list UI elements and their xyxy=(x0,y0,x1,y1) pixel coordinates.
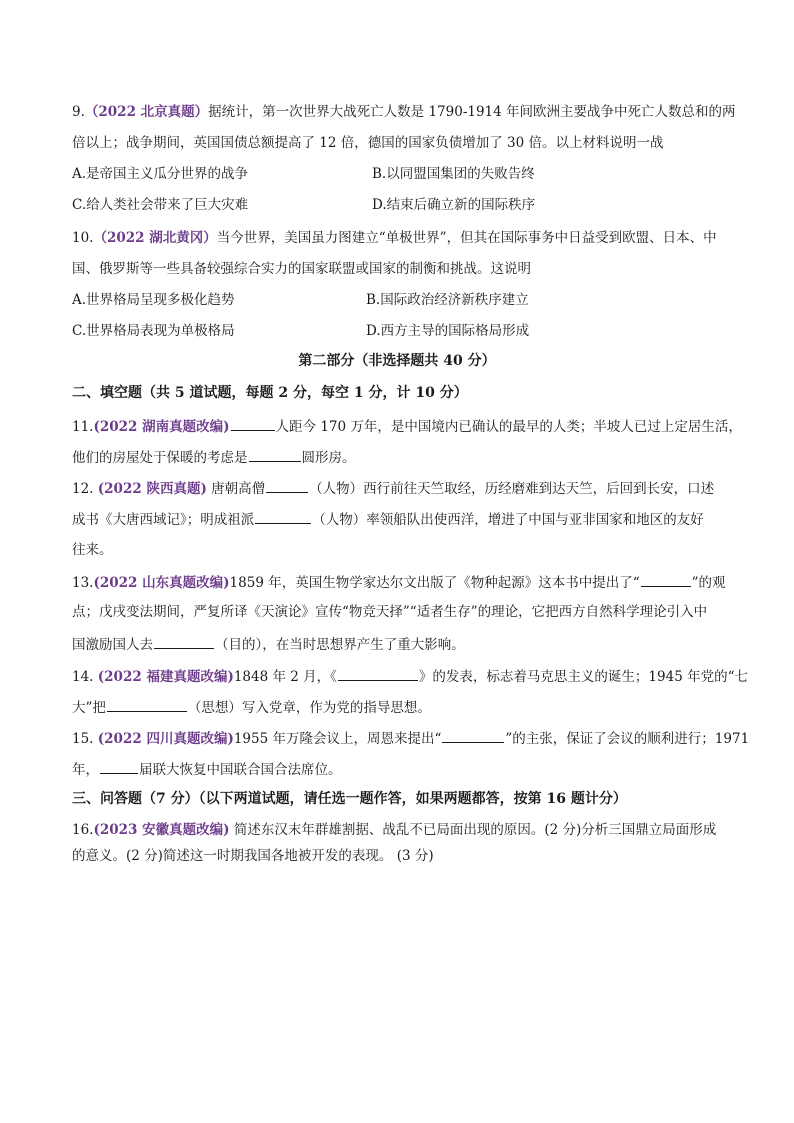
q11-number: 11. xyxy=(72,419,94,435)
q13-line1 xyxy=(72,572,726,592)
q15-text-d: 届联大恢复中国联合国合法席位。 xyxy=(139,762,342,778)
q15-number: 15. xyxy=(72,731,94,747)
q11-line1 xyxy=(72,416,742,436)
q9-source: （2022 北京真题） xyxy=(84,104,209,120)
q13-text-d: 国激励国人去 xyxy=(72,637,153,653)
q10-option-b: B.国际政治经济新秩序建立 xyxy=(366,292,529,308)
q10-line2: 国、俄罗斯等一些具备较强综合实力的国家联盟或国家的制衡和挑战。这说明 xyxy=(72,261,531,277)
q13-line2: 点；戊戌变法期间，严复所译《天演论》宣传“物竞天择”“适者生存”的理论，它把西方自然科学理论引入中 xyxy=(72,604,708,620)
q14-text-c: 大”把 xyxy=(72,700,106,716)
q13-blank-1[interactable] xyxy=(641,572,691,587)
q14-source: (2022 福建真题改编) xyxy=(97,669,234,685)
q13-number: 13. xyxy=(72,575,94,591)
q12-text-d: （人物）率领船队出使西洋，增进了中国与亚非国家和地区的友好 xyxy=(312,512,704,528)
section3-heading: 三、问答题（7 分）（以下两道试题，请任选一题作答，如果两题都答，按第 16 题计分） xyxy=(72,791,627,807)
q16-source: (2023 安徽真题改编) xyxy=(93,822,230,838)
q16-line2: 的意义。(2 分)简述这一时期我国各地被开发的表现。 (3 分) xyxy=(72,848,434,864)
q15-line2 xyxy=(72,759,342,779)
q11-source: (2022 湖南真题改编) xyxy=(93,419,230,435)
q14-line1 xyxy=(72,666,748,686)
part2-title: 第二部分（非选择题共 40 分） xyxy=(298,353,496,369)
q10-line1 xyxy=(72,229,717,247)
q16-number: 16. xyxy=(72,822,94,838)
q14-text-b: 》的发表，标志着马克思主义的诞生；1945 年党的“七 xyxy=(418,669,748,685)
q13-source: (2022 山东真题改编) xyxy=(93,575,230,591)
section2-heading: 二、填空题（共 5 道试题，每题 2 分，每空 1 分，计 10 分） xyxy=(72,385,468,401)
q15-text-a: 1955 年万隆会议上，周恩来提出“ xyxy=(233,731,442,747)
q10-source: （2022 湖北黄冈） xyxy=(93,230,217,246)
q12-text-c: 成书《大唐西域记》；明成祖派 xyxy=(72,512,255,528)
q14-blank-1[interactable] xyxy=(338,666,418,681)
q9-option-c: C.给人类社会带来了巨大灾难 xyxy=(72,197,249,213)
q12-text-b: （人物）西行前往天竺取经，历经磨难到达天竺，后回到长安，口述 xyxy=(309,481,715,497)
q9-option-b: B.以同盟国集团的失败告终 xyxy=(372,166,535,182)
q11-blank-2[interactable] xyxy=(249,447,301,462)
q13-line3 xyxy=(72,634,465,654)
q14-text-a: 1848 年 2 月，《 xyxy=(233,669,337,685)
q9-option-a: A.是帝国主义瓜分世界的战争 xyxy=(72,166,249,182)
q10-option-a: A.世界格局呈现多极化趋势 xyxy=(72,292,235,308)
q13-blank-2[interactable] xyxy=(154,634,214,649)
q11-text-c: 圆形房。 xyxy=(301,450,356,466)
q13-text-e: （目的），在当时思想界产生了重大影响。 xyxy=(215,637,465,653)
q9-option-d: D.结束后确立新的国际秩序 xyxy=(372,197,536,213)
q12-source: (2022 陕西真题) xyxy=(97,481,207,497)
q15-text-b: ”的主张，保证了会议的顺利进行；1971 xyxy=(505,731,750,747)
q9-text-line1: 据统计，第一次世界大战死亡人数是 1790-1914 年间欧洲主要战争中死亡人数总和的两 xyxy=(208,104,736,120)
q15-text-c: 年， xyxy=(72,762,99,778)
q12-text-a: 唐朝高僧 xyxy=(211,481,266,497)
q12-blank-1[interactable] xyxy=(266,478,308,493)
q12-line1 xyxy=(72,478,714,498)
q10-option-d: D.西方主导的国际格局形成 xyxy=(366,323,530,339)
q14-text-d: （思想）写入党章，作为党的指导思想。 xyxy=(187,700,431,716)
q14-blank-2[interactable] xyxy=(107,697,187,712)
q16-text-line1: 简述东汉末年群雄割据、战乱不已局面出现的原因。(2 分)分析三国鼎立局面形成 xyxy=(233,822,717,838)
q11-blank-1[interactable] xyxy=(231,416,275,431)
q9-line2: 倍以上；战争期间，英国国债总额提高了 12 倍，德国的国家负债增加了 30 倍。以上材料说明一战 xyxy=(72,135,664,151)
q13-text-a: 1859 年，英国生物学家达尔文出版了《物种起源》这本书中提出了“ xyxy=(229,575,640,591)
q10-text-line1: 当今世界，美国虽力图建立“单极世界”，但其在国际事务中日益受到欧盟、日本、中 xyxy=(216,230,717,246)
q13-text-b: ”的观 xyxy=(691,575,726,591)
q15-blank-2[interactable] xyxy=(100,759,138,774)
q9-number: 9. xyxy=(72,104,85,120)
q10-option-c: C.世界格局表现为单极格局 xyxy=(72,323,235,339)
q9-line1 xyxy=(72,103,736,121)
q11-text-a: 人距今 170 万年，是中国境内已确认的最早的人类；半坡人已过上定居生活， xyxy=(275,419,742,435)
q11-line2 xyxy=(72,447,356,467)
q15-line1 xyxy=(72,728,749,748)
q16-line1 xyxy=(72,821,716,839)
q12-line2 xyxy=(72,509,704,529)
q14-line2 xyxy=(72,697,431,717)
q14-number: 14. xyxy=(72,669,94,685)
q12-blank-2[interactable] xyxy=(255,509,311,524)
q12-line3: 往来。 xyxy=(72,542,113,558)
q11-text-b: 他们的房屋处于保暖的考虑是 xyxy=(72,450,248,466)
q10-number: 10. xyxy=(72,230,94,246)
q15-source: (2022 四川真题改编) xyxy=(97,731,234,747)
q12-number: 12. xyxy=(72,481,94,497)
q15-blank-1[interactable] xyxy=(442,728,504,743)
